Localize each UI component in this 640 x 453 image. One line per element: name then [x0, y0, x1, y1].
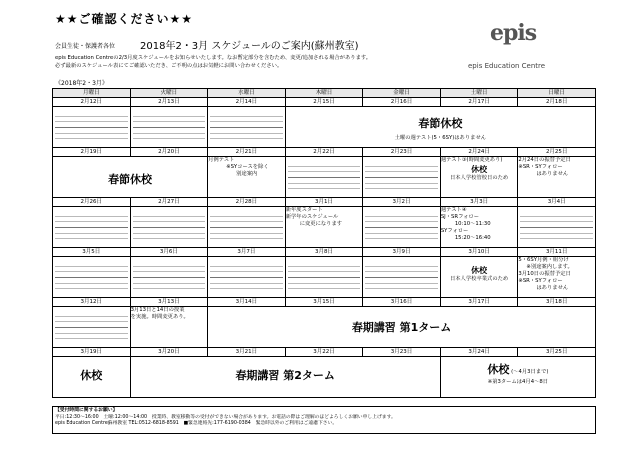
- note-line: 5・6SY月例・組分け: [518, 257, 569, 263]
- date-cell: 2月26日: [53, 198, 131, 207]
- day-cell: [363, 257, 441, 298]
- date-cell: 2月15日: [285, 98, 363, 107]
- date-cell: 3月2日: [363, 198, 441, 207]
- note-line: 別途案内: [236, 171, 258, 177]
- note-line: 2月24日の振替予定日: [518, 157, 571, 163]
- page-title: ★★ご確認ください★★: [55, 12, 194, 26]
- date-cell: 3月17日: [440, 298, 518, 307]
- schedule-calendar: [52, 88, 596, 398]
- note-line: 15:20～16:40: [454, 235, 491, 241]
- weekend-closure: [440, 357, 595, 398]
- date-cell: 2月22日: [285, 148, 363, 157]
- note-line: 新年度スタート: [285, 207, 323, 213]
- date-cell: 3月23日: [363, 348, 441, 357]
- date-cell: 3月15日: [285, 298, 363, 307]
- event-title: 春期講習 第1ターム: [351, 321, 452, 334]
- date-cell: 2月28日: [208, 198, 286, 207]
- week1-body: [53, 107, 596, 148]
- footer-hours: 平日:12:30～16:00 土曜:12:00～14:00 授業時、教室移動等の受付ができない場合があります。お電話の際はご理解のほどよろしくお願い申し上げます。: [55, 414, 396, 420]
- spring-festival-holiday: [53, 157, 208, 198]
- note-line: を実施。時間変更あり。: [130, 314, 189, 320]
- weekday-wed: 水曜日: [208, 89, 286, 98]
- note-line: 10:10～11:30: [454, 221, 491, 227]
- day-cell: [363, 207, 441, 248]
- spring-course-term1: [208, 307, 596, 348]
- note-line: 新学年のスケジュール: [285, 214, 339, 220]
- day-cell: [518, 257, 596, 298]
- logo-text: epis Education Centre: [468, 62, 546, 70]
- week2-dates: [53, 148, 596, 157]
- day-cell: [518, 207, 596, 248]
- date-cell: 3月18日: [518, 298, 596, 307]
- date-cell: 3月21日: [208, 348, 286, 357]
- date-cell: 3月10日: [440, 248, 518, 257]
- day-cell: [130, 107, 208, 148]
- note-line: SJ・SRフォロー: [440, 214, 479, 220]
- spring-course-term2: [130, 357, 440, 398]
- intro-line-1: epis Education Centreの2/3月度スケジュールをお知らせいたします。なお暫定部分を含むため、変更/追加される場合があります。: [55, 55, 372, 61]
- day-cell: [130, 307, 208, 348]
- note-line: ※別途案内します。: [526, 264, 573, 270]
- footer-heading: 【受付時間に関するお願い】: [55, 408, 118, 413]
- date-cell: 3月16日: [363, 298, 441, 307]
- date-cell: 3月3日: [440, 198, 518, 207]
- date-cell: 2月19日: [53, 148, 131, 157]
- note-line: 3月13日と14日の授業: [130, 307, 185, 313]
- closed-title: 休校: [471, 165, 488, 174]
- note-line: ※SR・SYフォロー: [518, 164, 563, 170]
- day-cell: [130, 207, 208, 248]
- date-cell: 2月12日: [53, 98, 131, 107]
- date-cell: 3月4日: [518, 198, 596, 207]
- closed-title: 休校: [487, 363, 510, 376]
- week3-body: [53, 207, 596, 248]
- date-cell: 3月25日: [518, 348, 596, 357]
- subject: 2018年2・3月 スケジュールのご案内(蘇州教室): [140, 41, 359, 52]
- note-line: 3月10日の振替予定日: [518, 271, 571, 277]
- closed-title: 休校: [80, 369, 103, 382]
- date-cell: 3月22日: [285, 348, 363, 357]
- date-cell: 2月20日: [130, 148, 208, 157]
- weekday-fri: 金曜日: [363, 89, 441, 98]
- week6-body: [53, 357, 596, 398]
- date-cell: 2月16日: [363, 98, 441, 107]
- day-cell: [208, 157, 286, 198]
- date-cell: 3月13日: [130, 298, 208, 307]
- date-cell: 3月9日: [363, 248, 441, 257]
- date-cell: 2月18日: [518, 98, 596, 107]
- day-cell: [285, 207, 363, 248]
- recipient: 会員生徒・保護者各位: [55, 43, 116, 50]
- date-cell: 2月27日: [130, 198, 208, 207]
- closure-reason: 日本人学校管校日のため: [449, 175, 509, 181]
- date-cell: 3月12日: [53, 298, 131, 307]
- date-cell: 3月1日: [285, 198, 363, 207]
- day-cell: [208, 207, 286, 248]
- week4-body: [53, 257, 596, 298]
- day-cell: [440, 257, 518, 298]
- intro-text: [55, 54, 435, 70]
- date-cell: 3月8日: [285, 248, 363, 257]
- note-line: ※SR・SYフォロー: [518, 278, 563, 284]
- date-cell: 2月14日: [208, 98, 286, 107]
- note-line: SYフォロー: [440, 228, 469, 234]
- weekday-header-row: [53, 89, 596, 98]
- day-cell: [53, 307, 131, 348]
- day-cell: [53, 107, 131, 148]
- event-title: 春期講習 第2ターム: [235, 369, 335, 382]
- week5-body: [53, 307, 596, 348]
- day-cell: [53, 207, 131, 248]
- day-cell: [285, 257, 363, 298]
- spring-festival-closure: [285, 107, 595, 148]
- date-cell: 2月21日: [208, 148, 286, 157]
- week3-dates: [53, 198, 596, 207]
- footer-contact: epis Education Centre蘇州教室 TEL:0512-6818-8591 ■緊急連絡先:177-6190-0384 緊急時以外のご利用はご遠慮下さい。: [55, 421, 338, 426]
- date-cell: 3月7日: [208, 248, 286, 257]
- date-cell: 3月14日: [208, 298, 286, 307]
- day-cell: [208, 257, 286, 298]
- weekday-mon: 月曜日: [53, 89, 131, 98]
- weekday-sat: 土曜日: [440, 89, 518, 98]
- weekday-tue: 火曜日: [130, 89, 208, 98]
- date-cell: 3月6日: [130, 248, 208, 257]
- date-cell: 3月5日: [53, 248, 131, 257]
- day-cell: [363, 157, 441, 198]
- week2-body: [53, 157, 596, 198]
- day-cell: [440, 207, 518, 248]
- holiday-title: 春節休校: [108, 173, 153, 186]
- date-cell: 2月17日: [440, 98, 518, 107]
- week5-dates: [53, 298, 596, 307]
- event-note: 土曜の週テスト(5・6SY)はありません: [394, 135, 487, 141]
- closure-range: (～4月3日まで): [511, 369, 549, 375]
- period-label: 《2018年2・3月》: [55, 80, 108, 87]
- day-cell: [208, 107, 286, 148]
- date-cell: 2月25日: [518, 148, 596, 157]
- day-cell: [130, 257, 208, 298]
- date-cell: 2月13日: [130, 98, 208, 107]
- date-cell: 3月11日: [518, 248, 596, 257]
- closed-title: 休校: [471, 266, 488, 275]
- day-cell: [53, 257, 131, 298]
- day-cell: [53, 357, 131, 398]
- note-line: ※SYコースを除く: [226, 164, 269, 170]
- term3-note: ※第3タームは4月4～8日: [487, 379, 549, 385]
- intro-line-2: 必ず最新のスケジュール表にてご確認いただき、ご不明の点はお気軽にお問い合わせください。: [55, 63, 283, 69]
- week6-dates: [53, 348, 596, 357]
- note-line: はありません: [536, 171, 569, 177]
- day-cell: [518, 157, 596, 198]
- closure-reason: 日本人学校卒業式のため: [449, 276, 509, 282]
- date-cell: 2月23日: [363, 148, 441, 157]
- event-title: 春節休校: [418, 117, 463, 130]
- note-line: はありません: [536, 285, 569, 291]
- note-line: に変更になります: [299, 221, 343, 227]
- date-cell: 2月24日: [440, 148, 518, 157]
- day-cell: [440, 157, 518, 198]
- footer-info: [52, 406, 596, 434]
- monthly-test-note: 月例テスト: [208, 157, 235, 163]
- weekday-sun: 日曜日: [518, 89, 596, 98]
- week1-dates: [53, 98, 596, 107]
- weekly-test-note: 週テスト③(時間変更あり): [440, 157, 503, 163]
- date-cell: 3月19日: [53, 348, 131, 357]
- day-cell: [285, 157, 363, 198]
- note-line: 週テスト④: [440, 207, 467, 213]
- date-cell: 3月20日: [130, 348, 208, 357]
- week4-dates: [53, 248, 596, 257]
- date-cell: 3月24日: [440, 348, 518, 357]
- weekday-thu: 木曜日: [285, 89, 363, 98]
- logo-mark: epis: [490, 20, 537, 46]
